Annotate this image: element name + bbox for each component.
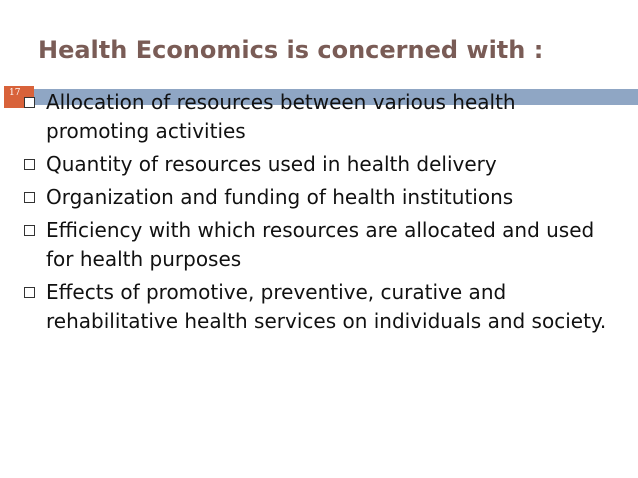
bullet-item <box>16 88 616 146</box>
square-bullet-icon <box>24 159 35 170</box>
bullet-text: Effects of promotive, preventive, curative and rehabilitative health services on individuals and society. <box>46 280 607 333</box>
bullet-item <box>16 278 616 336</box>
bullet-text: Quantity of resources used in health delivery <box>46 152 497 176</box>
bullet-text: Organization and funding of health institutions <box>46 185 514 209</box>
slide-number: 17 <box>4 86 34 108</box>
slide-title: Health Economics is concerned with : <box>38 36 544 64</box>
square-bullet-icon <box>24 97 35 108</box>
bullet-text: Allocation of resources between various health promoting activities <box>46 90 516 143</box>
bullet-list <box>16 88 616 340</box>
bullet-item <box>16 183 616 212</box>
square-bullet-icon <box>24 225 35 236</box>
bullet-item <box>16 216 616 274</box>
square-bullet-icon <box>24 192 35 203</box>
bullet-item <box>16 150 616 179</box>
bullet-text: Efficiency with which resources are allocated and used for health purposes <box>46 218 595 271</box>
square-bullet-icon <box>24 287 35 298</box>
